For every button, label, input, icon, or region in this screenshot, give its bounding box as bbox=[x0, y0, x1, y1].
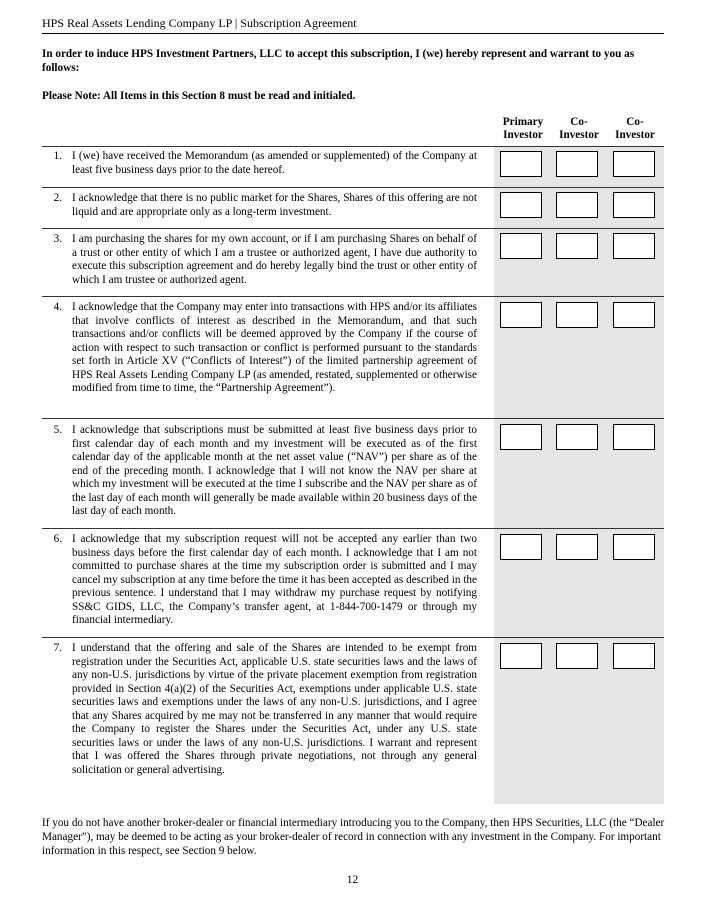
section-note: Please Note: All Items in this Section 8 must be read and initialed. bbox=[42, 90, 356, 102]
initials-box-co-investor-a-5[interactable] bbox=[556, 424, 598, 450]
initials-box-co-investor-b-4[interactable] bbox=[613, 302, 655, 328]
running-header: HPS Real Assets Lending Company LP | Subscription Agreement bbox=[42, 15, 664, 34]
dealer-manager-paragraph: If you do not have another broker-dealer or financial intermediary introducing you to the Company, then HPS Securities, LLC (the “Dealer Manager”), may be deemed to be acting as your broker-dealer of record in connection with any investment in the Company. For important information in this respect, see Section 9 below. bbox=[42, 817, 665, 857]
item-text: I acknowledge that there is no public market for the Shares, Shares of this offering are not liquid and are appropriate only as a long-term investment. bbox=[72, 192, 477, 218]
item-text: I acknowledge that subscriptions must be submitted at least five business days prior to first calendar day of each month and my investment will be executed as of the first calendar day of the applicable month at the net asset value (“NAV”) per share as of the end of the preceding month. I acknowledge that I will not know the NAV per share at which my investment will be executed at the time I subscribe and the NAV per share as of the last day of each month will generally be made available within 20 business days of the last day of each month. bbox=[72, 424, 477, 517]
initials-box-co-investor-a-2[interactable] bbox=[556, 192, 598, 218]
table-divider bbox=[42, 146, 664, 147]
initials-box-co-investor-a-1[interactable] bbox=[556, 151, 598, 177]
table-divider bbox=[42, 637, 664, 638]
initials-box-co-investor-a-7[interactable] bbox=[556, 643, 598, 669]
column-header-line: Primary bbox=[502, 116, 544, 128]
column-header-line: Co- bbox=[570, 116, 588, 128]
initials-box-co-investor-b-7[interactable] bbox=[613, 643, 655, 669]
item-text: I understand that the offering and sale of the Shares are intended to be exempt from registration under the Securities Act, applicable U.S. state securities laws and the laws of any non-U.S. jurisdictions by virtue of the private placement exemption from registration provided in Section 4(a)(2) of the Securities Act, exemptions under applicable U.S. state securities laws and exemptions under the laws of any non-U.S. jurisdictions, and I agree that any Shares acquired by me may not be transferred in any manner that would require the Company to register the Shares under the Securities Act, under any U.S. state securities laws or under the laws of any non-U.S. jurisdictions. I warrant and represent that I was offered the Shares through private negotiations, not through any general solicitation or general advertising. bbox=[72, 642, 477, 776]
item-number: 7. bbox=[53, 642, 62, 654]
column-header-line: Investor bbox=[503, 129, 543, 141]
initials-box-co-investor-a-3[interactable] bbox=[556, 233, 598, 259]
item-text: I (we) have received the Memorandum (as amended or supplemented) of the Company at least five business days prior to the date hereof. bbox=[72, 150, 477, 176]
column-header-line: Investor bbox=[559, 129, 599, 141]
initials-box-co-investor-b-6[interactable] bbox=[613, 534, 655, 560]
item-number: 4. bbox=[53, 301, 62, 313]
initials-box-primary-5[interactable] bbox=[500, 424, 542, 450]
table-divider bbox=[42, 187, 664, 188]
item-text: I acknowledge that the Company may enter into transactions with HPS and/or its affiliates that involve conflicts of interest as described in the Memorandum, and that such transactions and/or conflicts will be deemed approved by the Company if the course of action with respect to such transaction or conflict is performed pursuant to the standards set forth in Article XV (“Conflicts of Interest”) of the limited partnership agreement of HPS Real Assets Lending Company LP (as amended, restated, supplemented or otherwise modified from time to time, the “Partnership Agreement”). bbox=[72, 301, 477, 394]
item-text: I am purchasing the shares for my own account, or if I am purchasing Shares on behalf of a trust or other entity of which I am a trustee or authorized agent, I have due authority to execute this subscription agreement and do hereby legally bind the trust or other entity of which I am trustee or authorized agent. bbox=[72, 233, 477, 286]
column-header-co-investor-2 bbox=[607, 116, 663, 142]
table-divider bbox=[42, 228, 664, 229]
column-header-primary-investor bbox=[495, 116, 551, 142]
table-divider bbox=[42, 528, 664, 529]
item-text: I acknowledge that my subscription request will not be accepted any earlier than two business days before the first calendar day of each month. I acknowledge that I am not committed to purchase shares at the time my subscription order is submitted and I may cancel my subscription at any time before the time it has been accepted as described in the previous sentence. I understand that I may withdraw my purchase request by notifying SS&C GIDS, LLC, the Company’s transfer agent, at 1-844-700-1479 or through my financial intermediary. bbox=[72, 533, 477, 626]
initials-box-primary-3[interactable] bbox=[500, 233, 542, 259]
initials-box-primary-6[interactable] bbox=[500, 534, 542, 560]
initials-box-primary-7[interactable] bbox=[500, 643, 542, 669]
initials-box-primary-1[interactable] bbox=[500, 151, 542, 177]
initials-box-co-investor-b-5[interactable] bbox=[613, 424, 655, 450]
intro-paragraph: In order to induce HPS Investment Partners, LLC to accept this subscription, I (we) hereby represent and warrant to you as follows: bbox=[42, 48, 635, 74]
page-number: 12 bbox=[346, 874, 359, 886]
initials-box-co-investor-b-1[interactable] bbox=[613, 151, 655, 177]
initials-box-co-investor-b-3[interactable] bbox=[613, 233, 655, 259]
table-divider bbox=[42, 418, 664, 419]
initials-box-co-investor-a-4[interactable] bbox=[556, 302, 598, 328]
column-header-co-investor-1 bbox=[551, 116, 607, 142]
initials-box-primary-4[interactable] bbox=[500, 302, 542, 328]
table-divider bbox=[42, 296, 664, 297]
item-number: 5. bbox=[53, 424, 62, 436]
column-header-line: Co- bbox=[626, 116, 644, 128]
item-number: 6. bbox=[53, 533, 62, 545]
item-number: 3. bbox=[53, 233, 62, 245]
initials-box-co-investor-b-2[interactable] bbox=[613, 192, 655, 218]
item-number: 1. bbox=[53, 150, 62, 162]
initials-box-primary-2[interactable] bbox=[500, 192, 542, 218]
column-header-line: Investor bbox=[615, 129, 655, 141]
item-number: 2. bbox=[53, 192, 62, 204]
initials-box-co-investor-a-6[interactable] bbox=[556, 534, 598, 560]
